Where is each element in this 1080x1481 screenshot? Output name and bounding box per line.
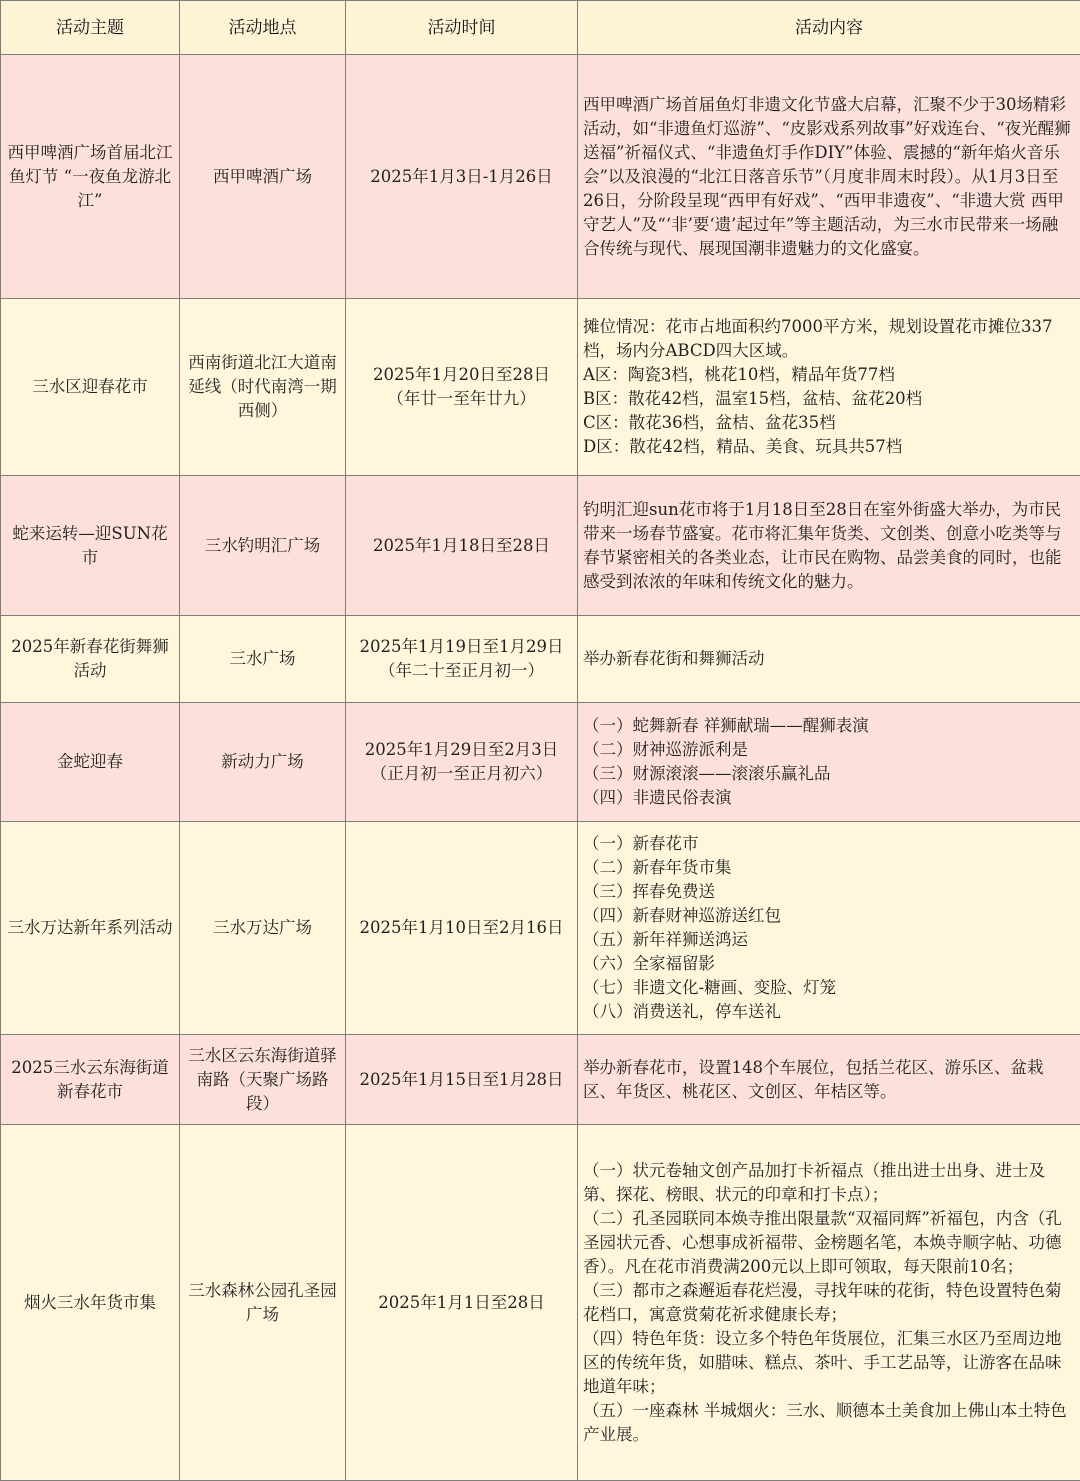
row-content <box>578 1035 1080 1125</box>
row-location: 三水区云东海街道驿南路（天聚广场路段） <box>180 1035 346 1125</box>
table-row <box>1 299 1080 476</box>
row-theme: 烟火三水年货市集 <box>1 1125 180 1481</box>
row-content <box>578 1125 1080 1481</box>
content-line: （一）新春花市 <box>583 832 1074 856</box>
row-content <box>578 476 1080 616</box>
time-line: 2025年1月18日至28日 <box>352 534 571 558</box>
row-theme: 金蛇迎春 <box>1 703 180 822</box>
row-time <box>346 299 578 476</box>
row-time <box>346 1035 578 1125</box>
time-line: 2025年1月1日至28日 <box>352 1291 571 1315</box>
content-line: （六）全家福留影 <box>583 952 1074 976</box>
table-row <box>1 476 1080 616</box>
row-location: 三水万达广场 <box>180 822 346 1035</box>
row-time <box>346 1125 578 1481</box>
row-content <box>578 55 1080 299</box>
content-line: D区：散花42档，精品、美食、玩具共57档 <box>583 435 1074 459</box>
content-line: 摊位情况：花市占地面积约7000平方米，规划设置花市摊位337档，场内分ABCD四大区域。 <box>583 315 1074 363</box>
time-line: 2025年1月3日-1月26日 <box>352 165 571 189</box>
time-line: 2025年1月20日至28日 <box>352 363 571 387</box>
table-row <box>1 1125 1080 1481</box>
content-line: （五）一座森林 半城烟火：三水、顺德本土美食加上佛山本土特色产业展。 <box>583 1399 1074 1447</box>
table-row <box>1 616 1080 703</box>
row-time <box>346 616 578 703</box>
content-line: （四）非遗民俗表演 <box>583 786 1074 810</box>
row-location: 新动力广场 <box>180 703 346 822</box>
table-header-row <box>1 1 1080 55</box>
content-line: （二）孔圣园联同本焕寺推出限量款“双福同辉”祈福包，内含（孔圣园状元香、心想事成祈福带、金榜题名笔，本焕寺顺字帖、功德香）。凡在花市消费满200元以上即可领取，每天限前10名； <box>583 1207 1074 1279</box>
content-line: （二）新春年货市集 <box>583 856 1074 880</box>
row-location: 西甲啤酒广场 <box>180 55 346 299</box>
content-line: （四）新春财神巡游送红包 <box>583 904 1074 928</box>
header-time: 活动时间 <box>346 1 578 55</box>
content-line: A区：陶瓷3档，桃花10档，精品年货77档 <box>583 363 1074 387</box>
time-line: 2025年1月10日至2月16日 <box>352 916 571 940</box>
content-line: （四）特色年货：设立多个特色年货展位，汇集三水区乃至周边地区的传统年货，如腊味、糕点、茶叶、手工艺品等，让游客在品味地道年味； <box>583 1327 1074 1399</box>
time-line: （年二十至正月初一） <box>352 659 571 683</box>
header-content: 活动内容 <box>578 1 1080 55</box>
time-line: 2025年1月15日至1月28日 <box>352 1068 571 1092</box>
time-line: （年廿一至年廿九） <box>352 387 571 411</box>
content-line: （二）财神巡游派利是 <box>583 738 1074 762</box>
content-line: 西甲啤酒广场首届鱼灯非遗文化节盛大启幕，汇聚不少于30场精彩活动，如“非遗鱼灯巡游”、“皮影戏系列故事”好戏连台、“夜光醒狮送福”祈福仪式、“非遗鱼灯手作DIY”体验、震撼的“新年焰火音乐会”以及浪漫的“北江日落音乐节”（月度非周末时段）。从1月3日至26日，分阶段呈现“西甲有好戏”、“西甲非遗夜”、“非遗大赏 西甲守艺人”及“‘非’要‘遗’起过年”等主题活动，为三水市民带来一场融合传统与现代、展现国潮非遗魅力的文化盛宴。 <box>583 93 1074 261</box>
content-line: （七）非遗文化-糖画、变脸、灯笼 <box>583 976 1074 1000</box>
time-line: 2025年1月29日至2月3日 <box>352 738 571 762</box>
header-theme: 活动主题 <box>1 1 180 55</box>
row-time <box>346 822 578 1035</box>
row-theme: 2025三水云东海街道新春花市 <box>1 1035 180 1125</box>
content-line: （三）都市之森邂逅春花烂漫，寻找年味的花街，特色设置特色菊花档口，寓意赏菊花祈求健康长寿； <box>583 1279 1074 1327</box>
table-row <box>1 822 1080 1035</box>
content-line: （五）新年祥狮送鸿运 <box>583 928 1074 952</box>
row-content <box>578 822 1080 1035</box>
row-content <box>578 299 1080 476</box>
content-line: 举办新春花市，设置148个车展位，包括兰花区、游乐区、盆栽区、年货区、桃花区、文创区、年桔区等。 <box>583 1056 1074 1104</box>
row-theme: 蛇来运转—迎SUN花市 <box>1 476 180 616</box>
row-location: 西南街道北江大道南延线（时代南湾一期西侧） <box>180 299 346 476</box>
row-theme: 三水区迎春花市 <box>1 299 180 476</box>
row-location: 三水钓明汇广场 <box>180 476 346 616</box>
time-line: （正月初一至正月初六） <box>352 762 571 786</box>
row-location: 三水广场 <box>180 616 346 703</box>
content-line: 钓明汇迎sun花市将于1月18日至28日在室外街盛大举办，为市民带来一场春节盛宴。花市将汇集年货类、文创类、创意小吃类等与春节紧密相关的各类业态，让市民在购物、品尝美食的同时，也能感受到浓浓的年味和传统文化的魅力。 <box>583 498 1074 594</box>
row-time <box>346 55 578 299</box>
header-location: 活动地点 <box>180 1 346 55</box>
content-line: （一）蛇舞新春 祥狮献瑞——醒狮表演 <box>583 714 1074 738</box>
row-theme: 西甲啤酒广场首届北江鱼灯节 “一夜鱼龙游北江” <box>1 55 180 299</box>
table-row <box>1 703 1080 822</box>
table-row <box>1 55 1080 299</box>
time-line: 2025年1月19日至1月29日 <box>352 635 571 659</box>
content-line: B区：散花42档，温室15档，盆桔、盆花20档 <box>583 387 1074 411</box>
content-line: （三）财源滚滚——滚滚乐赢礼品 <box>583 762 1074 786</box>
content-line: C区：散花36档，盆桔、盆花35档 <box>583 411 1074 435</box>
table-row <box>1 1035 1080 1125</box>
content-line: 举办新春花街和舞狮活动 <box>583 647 1074 671</box>
row-theme: 2025年新春花街舞狮活动 <box>1 616 180 703</box>
content-line: （一）状元卷轴文创产品加打卡祈福点（推出进士出身、进士及第、探花、榜眼、状元的印章和打卡点）； <box>583 1159 1074 1207</box>
row-content <box>578 703 1080 822</box>
row-time <box>346 703 578 822</box>
row-theme: 三水万达新年系列活动 <box>1 822 180 1035</box>
content-line: （三）挥春免费送 <box>583 880 1074 904</box>
content-line: （八）消费送礼，停车送礼 <box>583 1000 1074 1024</box>
row-time <box>346 476 578 616</box>
row-location: 三水森林公园孔圣园广场 <box>180 1125 346 1481</box>
row-content <box>578 616 1080 703</box>
